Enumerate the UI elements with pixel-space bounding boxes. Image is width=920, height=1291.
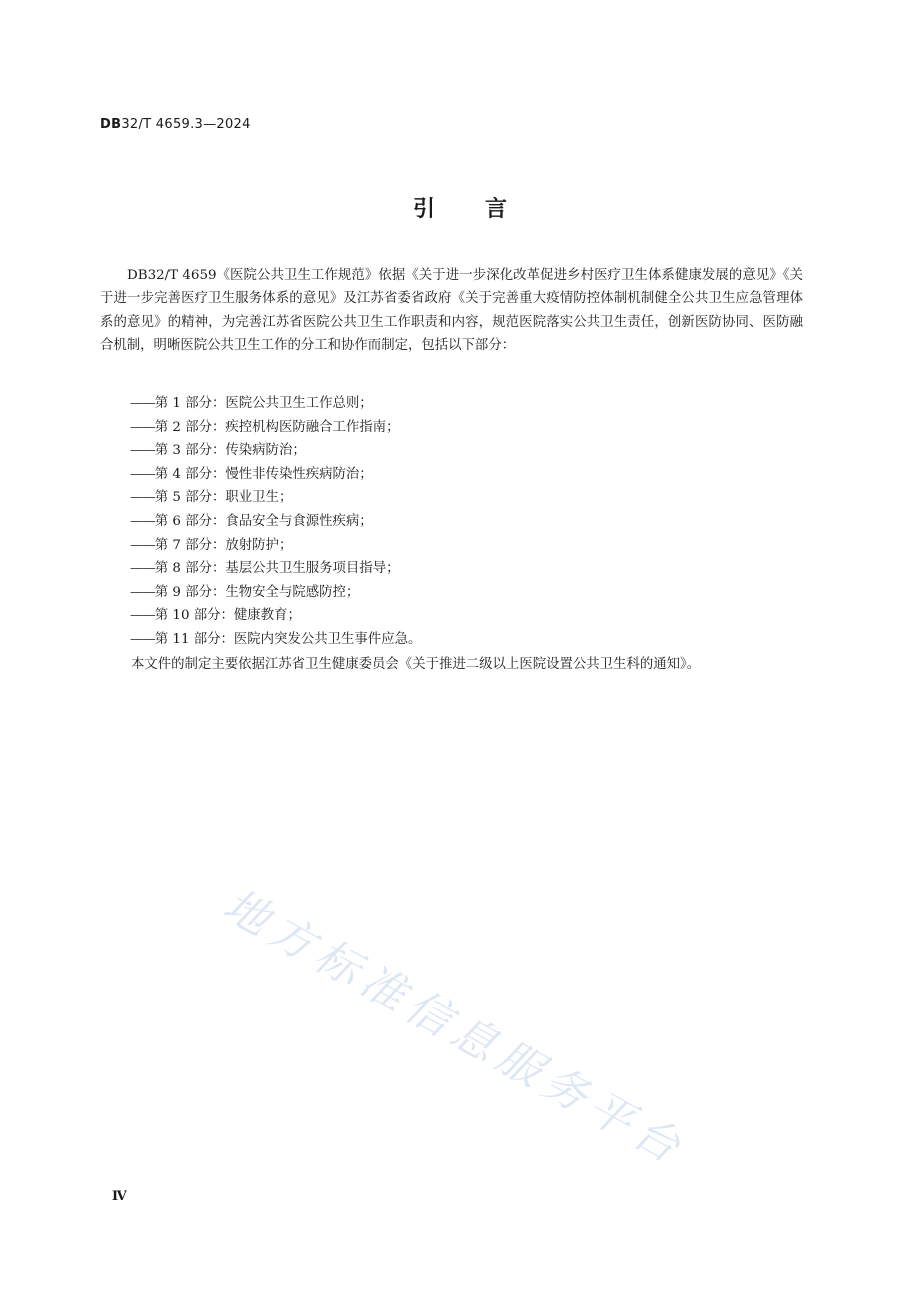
list-item: [100, 486, 803, 510]
document-code: [100, 117, 251, 132]
list-item: [100, 416, 803, 440]
list-dash: ——: [130, 608, 155, 624]
list-item: [100, 581, 803, 605]
list-item-text: 第 1 部分：医院公共卫生工作总则；: [154, 396, 373, 411]
watermark: 地方标准信息服务平台: [214, 879, 695, 1177]
page-title: 引言: [412, 197, 557, 222]
list-item-text: 第 2 部分：疾控机构医防融合工作指南；: [154, 419, 400, 435]
list-item-text: 第 5 部分：职业卫生；: [154, 490, 293, 506]
list-dash: ——: [130, 513, 155, 529]
list-item-text: 第 3 部分：传染病防治；: [154, 443, 306, 459]
intro-paragraph: DB32/T 4659《医院公共卫生工作规范》依据《关于进一步深化改革促进乡村医疗卫生体系健康发展的意见》《关于进一步完善医疗卫生服务体系的意见》及江苏省委省政府《关于完善重大疫情防控体制机制健全公共卫生应急管理体系的意见》的精神，为完善江苏省医院公共卫生工作职责和内容，规范医院落实公共卫生责任，创新医防协同、医防融合机制，明晰医院公共卫生工作的分工和协作而制定，包括以下部分：: [100, 268, 803, 354]
list-dash: ——: [130, 396, 155, 411]
list-dash: ——: [130, 561, 155, 577]
list-item: [100, 628, 803, 652]
list-item-text: 第 9 部分：生物安全与院感防控；: [154, 584, 360, 600]
list-dash: ——: [130, 419, 155, 435]
list-item: [100, 439, 803, 463]
list-item: [100, 510, 803, 534]
list-dash: ——: [130, 466, 155, 482]
document-code-number: 32/T 4659.3—2024: [121, 117, 251, 132]
page-number: Ⅳ: [112, 1189, 126, 1204]
closing-paragraph: 本文件的制定主要依据江苏省卫生健康委员会《关于推进二级以上医院设置公共卫生科的通知》。: [131, 657, 701, 672]
list-item: [100, 557, 803, 581]
list-item-text: 第 6 部分：食品安全与食源性疾病；: [154, 513, 373, 529]
list-dash: ——: [130, 537, 155, 553]
list-item-text: 第 10 部分：健康教育；: [154, 608, 301, 624]
list-item-text: 第 4 部分：慢性非传染性疾病防治；: [154, 466, 373, 482]
list-dash: ——: [130, 584, 155, 600]
list-dash: ——: [130, 443, 155, 459]
list-item-text: 第 8 部分：基层公共卫生服务项目指导；: [154, 561, 400, 577]
list-item-text: 第 11 部分：医院内突发公共卫生事件应急。: [154, 631, 422, 647]
list-item: [100, 604, 803, 628]
list-dash: ——: [130, 490, 155, 506]
list-dash: ——: [130, 631, 155, 647]
list-item: [100, 392, 803, 416]
list-item: [100, 534, 803, 558]
parts-list: [100, 392, 803, 652]
list-item: [100, 463, 803, 487]
document-code-prefix: DB: [100, 117, 122, 132]
list-item-text: 第 7 部分：放射防护；: [154, 537, 293, 553]
